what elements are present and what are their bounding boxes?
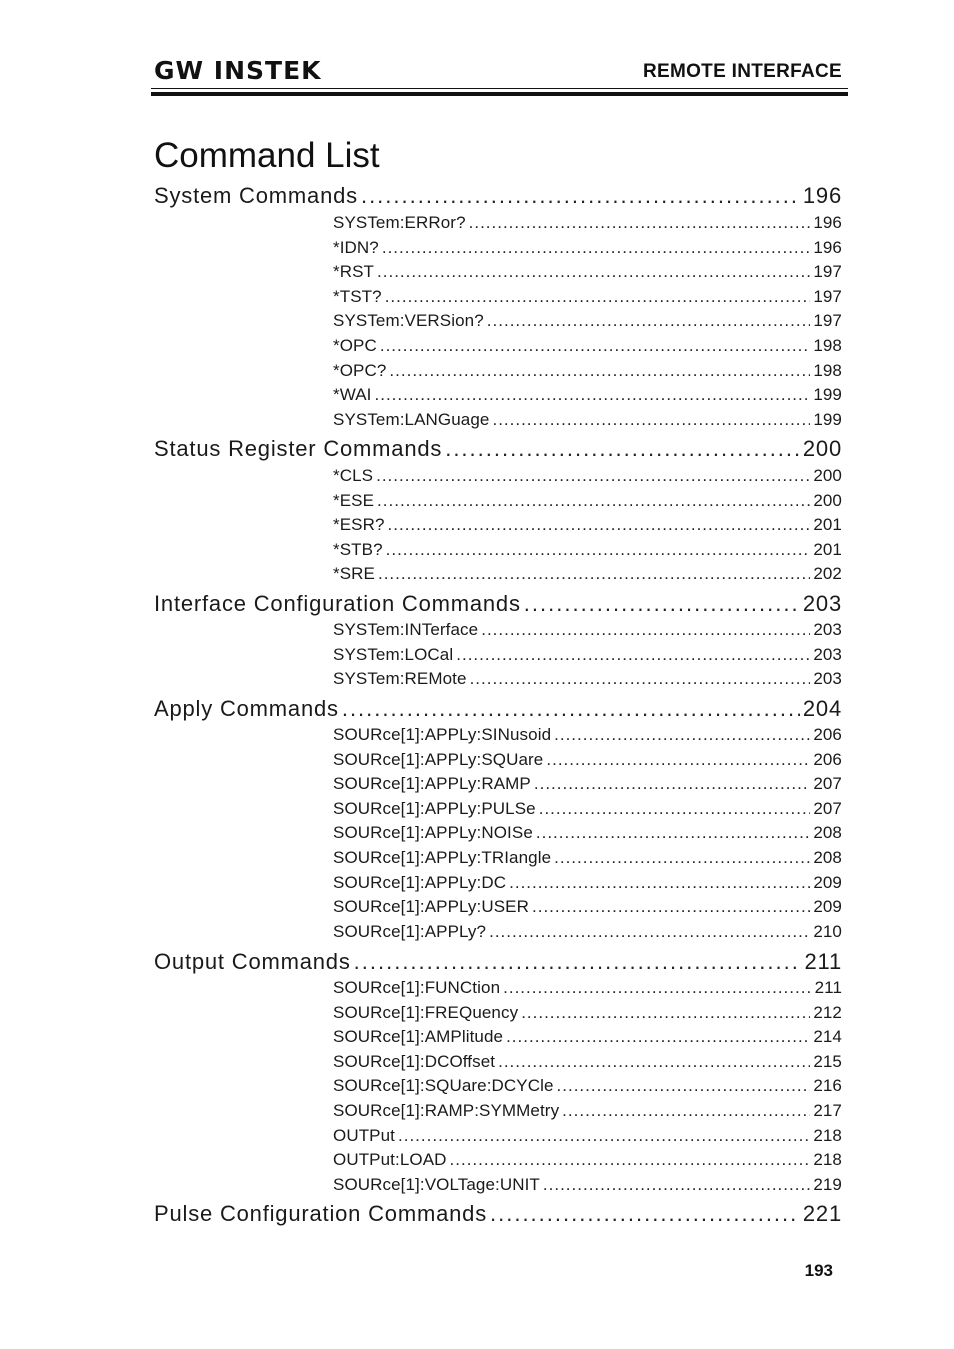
toc-entry-label: *SRE: [333, 564, 375, 583]
toc-section-page: 200: [802, 436, 842, 461]
dot-leader: [445, 436, 800, 462]
toc-entry[interactable]: [333, 978, 842, 998]
dot-leader: [489, 922, 810, 942]
toc-entry-label: SOURce[1]:DCOffset: [333, 1052, 496, 1071]
toc-entry[interactable]: [333, 1126, 842, 1146]
toc-entry[interactable]: [333, 336, 842, 356]
toc-entry-label: SYSTem:VERSion?: [333, 311, 484, 330]
toc-entry[interactable]: [333, 262, 842, 282]
dot-leader: [534, 774, 810, 794]
toc-entry[interactable]: [333, 750, 842, 770]
dot-leader: [376, 466, 810, 486]
page-title: Command List: [154, 136, 380, 175]
dot-leader: [470, 669, 811, 689]
toc-entry-page: 208: [813, 848, 842, 867]
dot-leader: [487, 311, 811, 331]
dot-leader: [382, 238, 810, 258]
toc-entry-page: 214: [813, 1027, 842, 1046]
header-rule-thin: [151, 88, 848, 89]
toc-entry[interactable]: [333, 725, 842, 745]
toc-entry-page: 197: [813, 287, 842, 306]
dot-leader: [492, 410, 810, 430]
running-header-title: REMOTE INTERFACE: [642, 61, 842, 82]
toc-entry-page: 209: [813, 897, 842, 916]
toc-entry-page: 201: [813, 515, 842, 534]
toc-entry-page: 207: [813, 799, 842, 818]
dot-leader: [521, 1003, 810, 1023]
dot-leader: [532, 897, 810, 917]
toc-section-label: Pulse Configuration Commands: [154, 1201, 487, 1226]
toc-entry[interactable]: [333, 466, 842, 486]
toc-entry-label: SYSTem:LANGuage: [333, 410, 490, 429]
toc-section-page: 221: [802, 1201, 842, 1226]
toc-entry-label: SOURce[1]:AMPlitude: [333, 1027, 504, 1046]
dot-leader: [554, 725, 810, 745]
toc-section[interactable]: [154, 183, 842, 209]
toc-entry[interactable]: [333, 515, 842, 535]
toc-section-label: Apply Commands: [154, 696, 339, 721]
gw-instek-logo: GW INSTEK: [154, 56, 322, 85]
dot-leader: [377, 491, 810, 511]
toc-entry[interactable]: [333, 873, 842, 893]
toc-entry-page: 210: [813, 922, 842, 941]
header-rule-thick: [151, 92, 848, 96]
dot-leader: [377, 262, 810, 282]
toc-entry[interactable]: [333, 287, 842, 307]
toc-entry[interactable]: [333, 669, 842, 689]
toc-entry-label: SOURce[1]:APPLy:SINusoid: [333, 725, 552, 744]
toc-entry-page: 197: [813, 311, 842, 330]
toc-section[interactable]: [154, 696, 842, 722]
toc-entry-page: 212: [813, 1003, 842, 1022]
toc-entry-page: 200: [813, 466, 842, 485]
toc-entry[interactable]: [333, 1175, 842, 1195]
toc-entry-label: SOURce[1]:APPLy:DC: [333, 873, 507, 892]
toc-entry-page: 211: [814, 978, 842, 997]
toc-entry-label: SOURce[1]:RAMP:SYMMetry: [333, 1101, 560, 1120]
toc-section-page: 211: [804, 949, 842, 974]
dot-leader: [398, 1126, 810, 1146]
dot-leader: [490, 1201, 800, 1227]
toc-entry-label: SOURce[1]:APPLy:USER: [333, 897, 529, 916]
toc-section-label: Status Register Commands: [154, 436, 443, 461]
toc-entry[interactable]: [333, 361, 842, 381]
toc-entry-label: *IDN?: [333, 238, 379, 257]
dot-leader: [450, 1150, 811, 1170]
toc-entry[interactable]: [333, 1003, 842, 1023]
dot-leader: [456, 645, 810, 665]
toc-entry[interactable]: [333, 540, 842, 560]
toc-entry-label: SOURce[1]:APPLy?: [333, 922, 487, 941]
toc-entry-page: 219: [813, 1175, 842, 1194]
toc-entry-label: SOURce[1]:APPLy:RAMP: [333, 774, 531, 793]
dot-leader: [375, 385, 811, 405]
toc-section-label: Output Commands: [154, 949, 351, 974]
toc-entry-label: SOURce[1]:FREQuency: [333, 1003, 519, 1022]
toc-section[interactable]: [154, 1201, 842, 1227]
dot-leader: [506, 1027, 810, 1047]
dot-leader: [469, 213, 811, 233]
dot-leader: [554, 848, 810, 868]
toc-entry[interactable]: [333, 848, 842, 868]
toc-section[interactable]: [154, 436, 842, 462]
toc-entry-label: *ESE: [333, 491, 375, 510]
toc-section-page: 196: [802, 183, 842, 208]
toc-entry-page: 197: [813, 262, 842, 281]
toc-entry-label: OUTPut: [333, 1126, 396, 1145]
toc-entry-page: 218: [813, 1126, 842, 1145]
dot-leader: [498, 1052, 810, 1072]
toc-entry-label: SOURce[1]:VOLTage:UNIT: [333, 1175, 540, 1194]
toc-entry-page: 206: [813, 750, 842, 769]
toc-entry-label: *OPC: [333, 336, 377, 355]
dot-leader: [385, 287, 811, 307]
dot-leader: [524, 591, 800, 617]
dot-leader: [562, 1101, 810, 1121]
toc-section[interactable]: [154, 591, 842, 617]
toc-entry-label: OUTPut:LOAD: [333, 1150, 447, 1169]
toc-entry-page: 206: [813, 725, 842, 744]
toc-entry-page: 198: [813, 336, 842, 355]
toc-entry-page: 201: [813, 540, 842, 559]
toc-entry-page: 199: [813, 410, 842, 429]
toc-entry-label: *ESR?: [333, 515, 385, 534]
toc-entry[interactable]: [333, 645, 842, 665]
toc-section-page: 203: [802, 591, 842, 616]
toc-entry-label: *STB?: [333, 540, 383, 559]
toc-entry-page: 218: [813, 1150, 842, 1169]
toc-entry-page: 200: [813, 491, 842, 510]
dot-leader: [389, 361, 810, 381]
toc-entry[interactable]: [333, 1027, 842, 1047]
toc-entry-page: 196: [813, 213, 842, 232]
dot-leader: [354, 949, 802, 975]
dot-leader: [509, 873, 810, 893]
toc-entry-page: 203: [813, 645, 842, 664]
page-number: 193: [804, 1261, 833, 1280]
toc-entry-label: *TST?: [333, 287, 382, 306]
toc-entry[interactable]: [333, 774, 842, 794]
dot-leader: [388, 515, 811, 535]
toc-entry-page: 198: [813, 361, 842, 380]
toc-entry[interactable]: [333, 823, 842, 843]
toc-entry[interactable]: [333, 385, 842, 405]
dot-leader: [378, 564, 810, 584]
toc-entry-label: SYSTem:INTerface: [333, 620, 479, 639]
toc-entry[interactable]: [333, 311, 842, 331]
toc-entry[interactable]: [333, 238, 842, 258]
dot-leader: [342, 696, 800, 722]
toc-entry-page: 199: [813, 385, 842, 404]
toc-entry-label: SOURce[1]:APPLy:SQUare: [333, 750, 544, 769]
dot-leader: [380, 336, 810, 356]
toc-entry-label: SYSTem:LOCal: [333, 645, 454, 664]
dot-leader: [386, 540, 811, 560]
dot-leader: [539, 799, 811, 819]
toc-entry-label: SOURce[1]:APPLy:PULSe: [333, 799, 536, 818]
toc-entry[interactable]: [333, 1150, 842, 1170]
toc-entry[interactable]: [333, 1052, 842, 1072]
toc-entry-label: SYSTem:ERRor?: [333, 213, 466, 232]
toc-entry[interactable]: [333, 1101, 842, 1121]
toc-section[interactable]: [154, 949, 842, 975]
toc-section-label: System Commands: [154, 183, 358, 208]
toc-entry-page: 215: [813, 1052, 842, 1071]
toc-entry-label: SOURce[1]:APPLy:TRIangle: [333, 848, 552, 867]
toc-entry-label: *WAI: [333, 385, 372, 404]
dot-leader: [481, 620, 810, 640]
toc-entry-page: 202: [813, 564, 842, 583]
toc-entry-page: 196: [813, 238, 842, 257]
toc-entry[interactable]: [333, 564, 842, 584]
toc-entry-page: 207: [813, 774, 842, 793]
toc-entry[interactable]: [333, 620, 842, 640]
toc-entry-page: 203: [813, 620, 842, 639]
toc-entry[interactable]: [333, 799, 842, 819]
dot-leader: [546, 750, 810, 770]
toc-section-label: Interface Configuration Commands: [154, 591, 521, 616]
toc-entry-page: 216: [813, 1076, 842, 1095]
toc-entry[interactable]: [333, 410, 842, 430]
toc-entry[interactable]: [333, 922, 842, 942]
dot-leader: [503, 978, 811, 998]
toc-entry-label: SYSTem:REMote: [333, 669, 467, 688]
toc-entry-label: SOURce[1]:FUNCtion: [333, 978, 501, 997]
toc-entry-label: *OPC?: [333, 361, 387, 380]
toc-entry[interactable]: [333, 897, 842, 917]
dot-leader: [536, 823, 810, 843]
dot-leader: [361, 183, 800, 209]
toc-entry-label: *RST: [333, 262, 375, 281]
toc-entry-label: SOURce[1]:SQUare:DCYCle: [333, 1076, 554, 1095]
toc-entry[interactable]: [333, 1076, 842, 1096]
dot-leader: [557, 1076, 811, 1096]
toc-entry-page: 217: [813, 1101, 842, 1120]
toc-entry-label: *CLS: [333, 466, 374, 485]
toc-entry[interactable]: [333, 213, 842, 233]
toc-entry[interactable]: [333, 491, 842, 511]
toc-entry-page: 208: [813, 823, 842, 842]
toc-section-page: 204: [802, 696, 842, 721]
dot-leader: [543, 1175, 810, 1195]
toc-entry-page: 203: [813, 669, 842, 688]
toc-entry-page: 209: [813, 873, 842, 892]
toc-entry-label: SOURce[1]:APPLy:NOISe: [333, 823, 533, 842]
